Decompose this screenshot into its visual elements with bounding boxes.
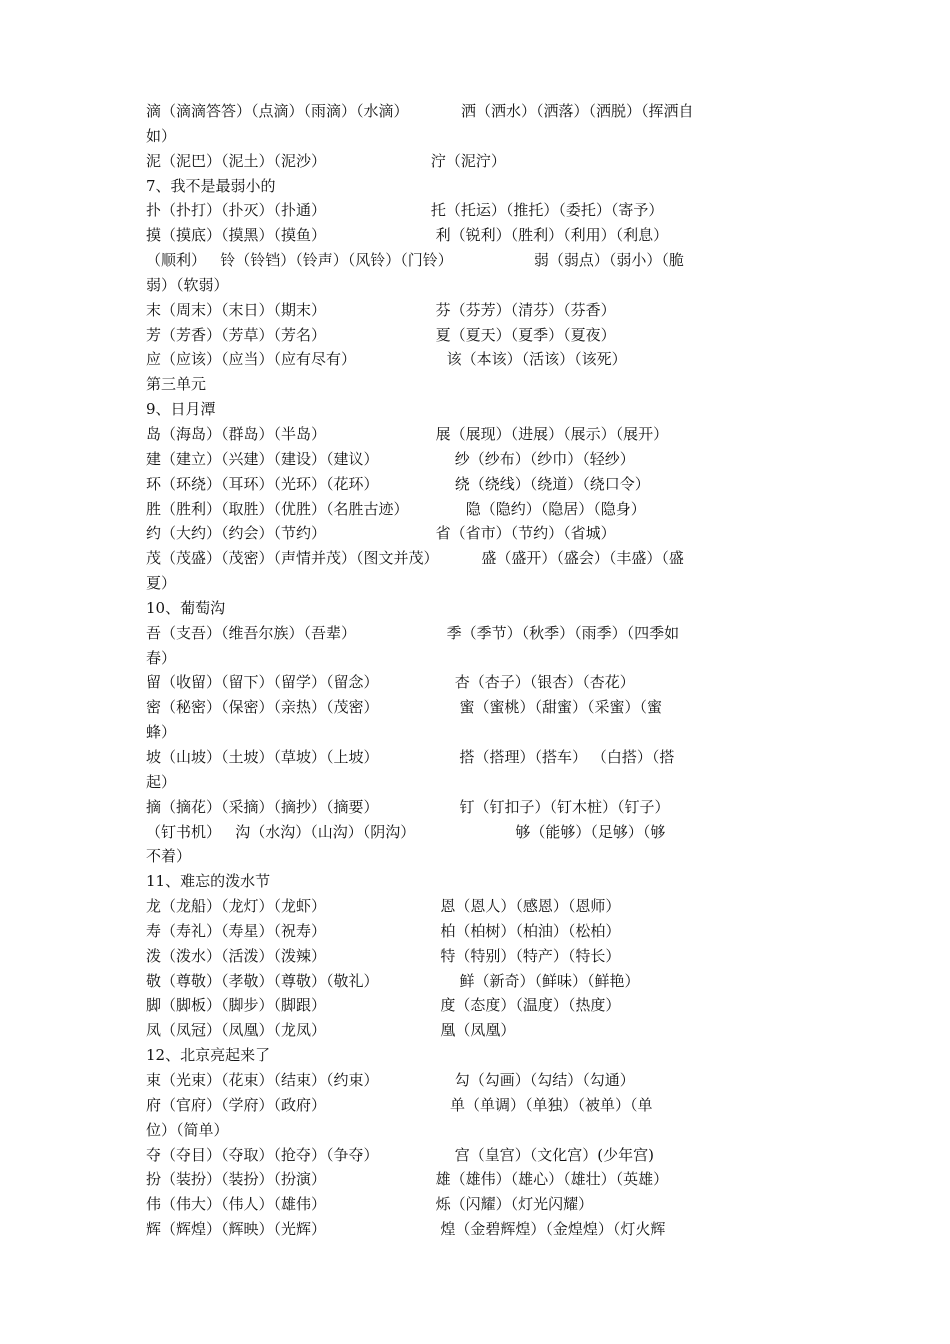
text-line: 扑（扑打）（扑灭）（扑通） 托（托运）（推托）（委托）（寄予） [146, 201, 664, 219]
text-line: 胜（胜利）（取胜）（优胜）（名胜古迹） 隐（隐约）（隐居）（隐身） [146, 500, 646, 518]
section-heading: 9、日月潭 [146, 400, 216, 418]
text-line: 春） [146, 649, 177, 667]
unit-heading: 第三单元 [146, 375, 207, 393]
text-line: 芳（芳香）（芳草）（芳名） 夏（夏天）（夏季）（夏夜） [146, 326, 616, 344]
text-line: 茂（茂盛）（茂密）（声情并茂）（图文并茂） 盛（盛开）（盛会）（丰盛）（盛 [146, 549, 684, 567]
text-line: 环（环绕）（耳环）（光环）（花环） 绕（绕线）（绕道）（绕口令） [146, 475, 650, 493]
text-line: 末（周末）（末日）（期末） 芬（芬芳）（清芬）（芬香） [146, 301, 616, 319]
text-line: 夏） [146, 574, 177, 592]
text-line: 伟（伟大）（伟人）（雄伟） 烁（闪耀）（灯光闪耀） [146, 1195, 594, 1213]
text-line: 凤（凤冠）（凤凰）（龙凤） 凰（凤凰） [146, 1021, 516, 1039]
text-line: （钉书机） 沟（水沟）（山沟）（阴沟） 够（能够）（足够）（够 [146, 823, 666, 841]
text-line: 位）（简单） [146, 1121, 229, 1139]
text-line: 留（收留）（留下）（留学）（留念） 杏（杏子）（银杏）（杏花） [146, 673, 635, 691]
text-line: 岛（海岛）（群岛）（半岛） 展（展现）（进展）（展示）（展开） [146, 425, 669, 443]
text-line: 弱）（软弱） [146, 276, 229, 294]
section-heading: 10、葡萄沟 [146, 599, 226, 617]
text-line: 摸（摸底）（摸黑）（摸鱼） 利（锐利）（胜利）（利用）（利息） [146, 226, 669, 244]
text-line: 约（大约）（约会）（节约） 省（省市）（节约）（省城） [146, 524, 616, 542]
text-line: 脚（脚板）（脚步）（脚跟） 度（态度）（温度）（热度） [146, 996, 621, 1014]
text-line: （顺利） 铃（铃铛）（铃声）（风铃）（门铃） 弱（弱点）（弱小）（脆 [146, 251, 684, 269]
text-line: 束（光束）（花束）（结束）（约束） 勾（勾画）（勾结）（勾通） [146, 1071, 635, 1089]
text-line: 扮（装扮）（装扮）（扮演） 雄（雄伟）（雄心）（雄壮）（英雄） [146, 1170, 669, 1188]
text-line: 府（官府）（学府）（政府） 单（单调）（单独）（被单）（单 [146, 1096, 653, 1114]
text-line: 寿（寿礼）（寿星）（祝寿） 柏（柏树）（柏油）（松柏） [146, 922, 621, 940]
text-line: 泥（泥巴）（泥土）（泥沙） 泞（泥泞） [146, 152, 506, 170]
text-line: 龙（龙船）（龙灯）（龙虾） 恩（恩人）（感恩）（恩师） [146, 897, 621, 915]
text-line: 蜂） [146, 723, 177, 741]
text-line: 起） [146, 773, 177, 791]
section-heading: 7、我不是最弱小的 [146, 177, 276, 195]
section-heading: 12、北京亮起来了 [146, 1046, 271, 1064]
text-line: 如） [146, 127, 177, 145]
text-line: 密（秘密）（保密）（亲热）（茂密） 蜜（蜜桃）（甜蜜）（采蜜）（蜜 [146, 698, 663, 716]
section-heading: 11、难忘的泼水节 [146, 872, 271, 890]
text-line: 摘（摘花）（采摘）（摘抄）（摘要） 钉（钉扣子）（钉木桩）（钉子） [146, 798, 670, 816]
text-line: 应（应该）（应当）（应有尽有） 该（本该）（活该）（该死） [146, 350, 627, 368]
text-line: 建（建立）（兴建）（建设）（建议） 纱（纱布）（纱巾）（轻纱） [146, 450, 635, 468]
text-line: 泼（泼水）（活泼）（泼辣） 特（特别）（特产）（特长） [146, 947, 621, 965]
text-line: 夺（夺目）（夺取）（抢夺）（争夺） 宫（皇宫）（文化宫）(少年宫) [146, 1146, 654, 1164]
text-line: 滴（滴滴答答）（点滴）（雨滴）（水滴） 洒（洒水）（洒落）（洒脱）（挥洒自 [146, 102, 694, 120]
text-line: 坡（山坡）（土坡）（草坡）（上坡） 搭（搭理）（搭车） （白搭）（搭 [146, 748, 675, 766]
text-line: 吾（支吾）（维吾尔族）（吾辈） 季（季节）（秋季）（雨季）（四季如 [146, 624, 680, 642]
text-line: 不着） [146, 847, 192, 865]
text-line: 辉（辉煌）（辉映）（光辉） 煌（金碧辉煌）（金煌煌）（灯火辉 [146, 1220, 666, 1238]
text-line: 敬（尊敬）（孝敬）（尊敬）（敬礼） 鲜（新奇）（鲜味）（鲜艳） [146, 972, 640, 990]
